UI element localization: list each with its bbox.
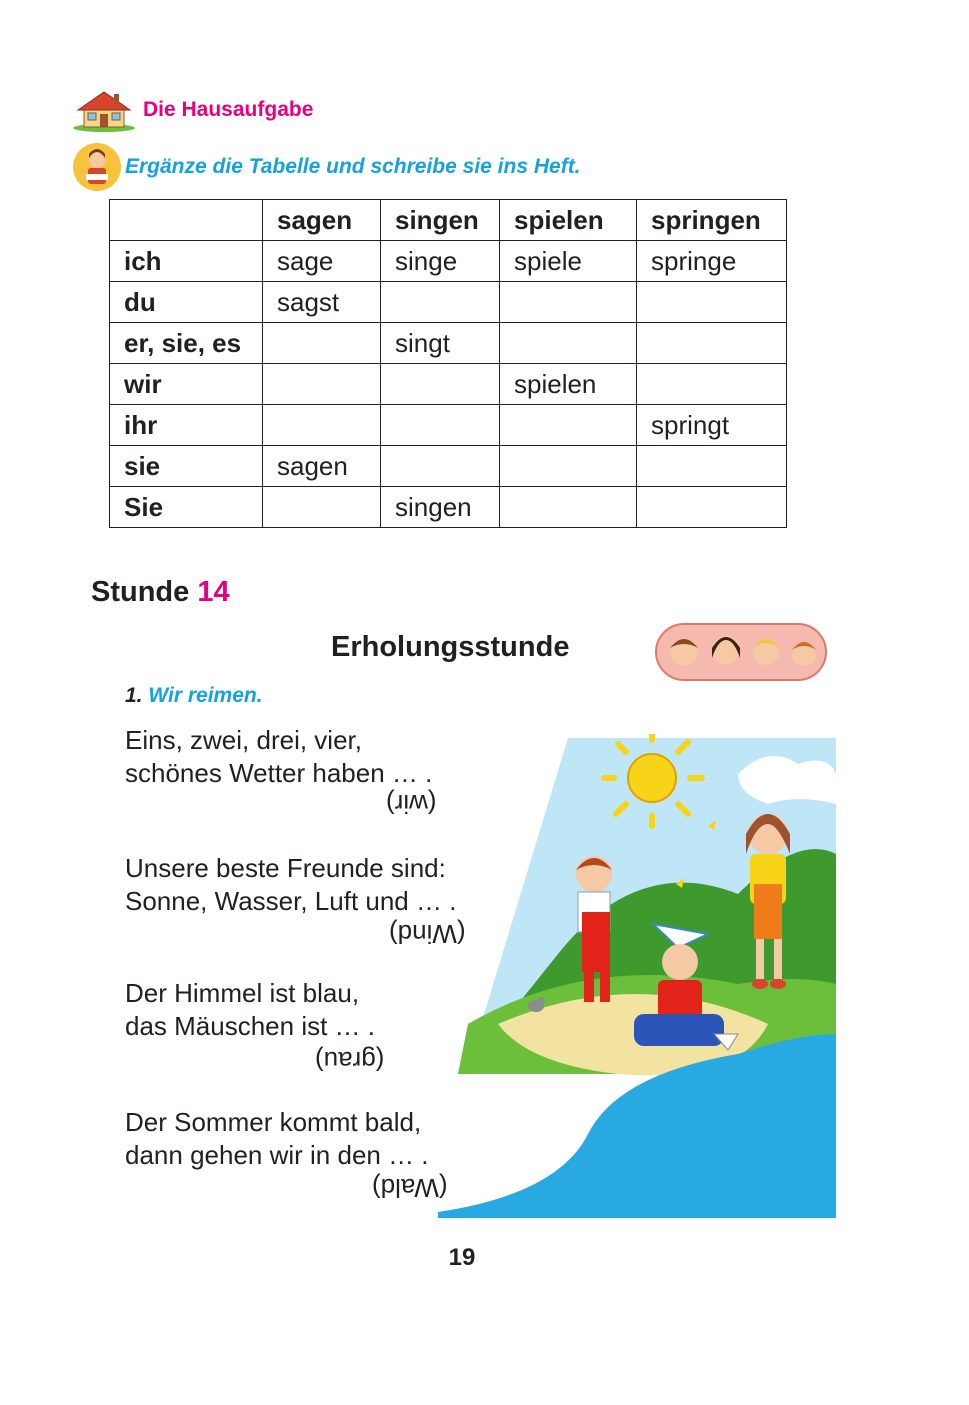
table-cell	[500, 323, 637, 364]
table-row	[110, 364, 787, 405]
table-cell	[637, 487, 787, 528]
table-row	[110, 487, 787, 528]
table-header-cell: sagen	[263, 200, 381, 241]
children-faces-icon	[654, 618, 828, 684]
table-cell	[500, 405, 637, 446]
lesson-label: Stunde	[91, 576, 190, 608]
girl-writing-icon	[72, 142, 122, 192]
poem-line: Der Himmel ist blau,	[125, 978, 360, 1008]
table-cell	[263, 323, 381, 364]
poem-stanza	[125, 724, 432, 790]
pronoun-cell: wir	[110, 364, 263, 405]
poem-answer: (wir)	[386, 789, 437, 819]
table-cell: sagen	[263, 446, 381, 487]
table-header-cell: spielen	[500, 200, 637, 241]
table-cell	[500, 282, 637, 323]
table-header-cell	[110, 200, 263, 241]
lesson-number: 14	[197, 576, 230, 608]
poem-stanza	[125, 977, 375, 1043]
table-cell	[263, 405, 381, 446]
homework-title: Die Hausaufgabe	[143, 98, 314, 121]
table-cell: spiele	[500, 241, 637, 282]
poem-line: Unsere beste Freunde sind:	[125, 853, 446, 883]
task-number: 1.	[125, 684, 143, 707]
table-row	[110, 405, 787, 446]
table-cell: sagst	[263, 282, 381, 323]
pronoun-cell: ich	[110, 241, 263, 282]
table-row	[110, 446, 787, 487]
pronoun-cell: er, sie, es	[110, 323, 263, 364]
table-header-row	[110, 200, 787, 241]
pronoun-cell: du	[110, 282, 263, 323]
table-cell: singen	[381, 487, 500, 528]
table-cell: springe	[637, 241, 787, 282]
page-number: 19	[448, 1244, 476, 1271]
poem-answer: (grau)	[315, 1046, 385, 1076]
children-by-lake-illustration	[438, 734, 836, 1218]
task-text: Wir reimen.	[148, 684, 263, 707]
poem-line: dann gehen wir in den … .	[125, 1140, 429, 1170]
lesson-heading	[91, 576, 230, 609]
table-cell: singt	[381, 323, 500, 364]
pronoun-cell: Sie	[110, 487, 263, 528]
table-cell: springt	[637, 405, 787, 446]
poem-line: Sonne, Wasser, Luft und … .	[125, 886, 457, 916]
table-row	[110, 323, 787, 364]
poem-answer: (Wind)	[389, 919, 466, 949]
poem-line: das Mäuschen ist … .	[125, 1011, 375, 1041]
table-cell	[381, 446, 500, 487]
table-row	[110, 241, 787, 282]
table-cell	[637, 323, 787, 364]
pronoun-cell: sie	[110, 446, 263, 487]
poem-line: Eins, zwei, drei, vier,	[125, 725, 362, 755]
table-cell	[381, 282, 500, 323]
table-header-cell: singen	[381, 200, 500, 241]
conjugation-table	[109, 199, 787, 528]
poem-line: Der Sommer kommt bald,	[125, 1107, 422, 1137]
house-icon	[72, 88, 136, 132]
table-cell	[637, 282, 787, 323]
table-cell	[381, 405, 500, 446]
table-cell	[263, 487, 381, 528]
table-cell	[637, 364, 787, 405]
lesson-title: Erholungsstunde	[331, 631, 570, 663]
table-header-cell: springen	[637, 200, 787, 241]
table-cell: singe	[381, 241, 500, 282]
table-cell	[381, 364, 500, 405]
poem-stanza	[125, 852, 456, 918]
poem-stanza	[125, 1106, 429, 1172]
table-cell	[500, 487, 637, 528]
table-cell: sage	[263, 241, 381, 282]
table-row	[110, 282, 787, 323]
poem-line: schönes Wetter haben … .	[125, 758, 433, 788]
pronoun-cell: ihr	[110, 405, 263, 446]
poem-answer: (Wald)	[372, 1173, 448, 1203]
table-cell	[500, 446, 637, 487]
task-heading	[125, 684, 263, 708]
homework-instruction: Ergänze die Tabelle und schreibe sie ins Heft.	[125, 155, 581, 178]
table-cell	[263, 364, 381, 405]
table-cell	[637, 446, 787, 487]
table-cell: spielen	[500, 364, 637, 405]
